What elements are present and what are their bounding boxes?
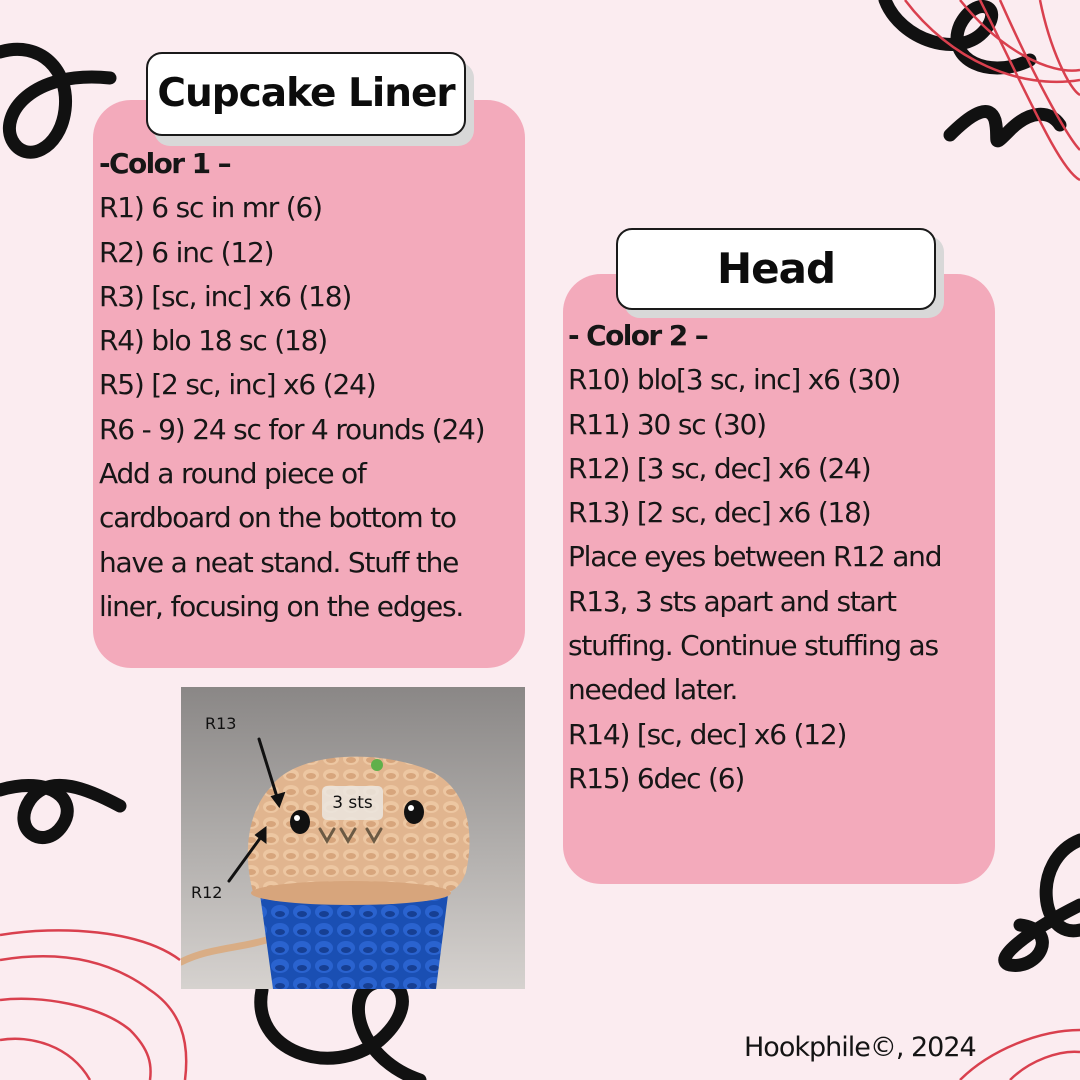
head-note-line-3: stuffing. Continue stuffing as bbox=[568, 629, 938, 663]
copyright-footer: Hookphile©, 2024 bbox=[744, 1032, 976, 1063]
head-color-heading: - Color 2 – bbox=[568, 319, 708, 352]
cupcake-liner-instructions bbox=[99, 142, 484, 629]
head-round-15: R15) 6dec (6) bbox=[568, 761, 745, 795]
head-round-14: R14) [sc, dec] x6 (12) bbox=[568, 717, 847, 751]
liner-round-3: R3) [sc, inc] x6 (18) bbox=[99, 279, 352, 313]
lines-top-right bbox=[905, 0, 1080, 180]
photo-label-3-sts: 3 sts bbox=[322, 786, 383, 820]
liner-note-line-2: cardboard on the bottom to bbox=[99, 501, 456, 535]
head-round-12: R12) [3 sc, dec] x6 (24) bbox=[568, 451, 871, 485]
head-note-line-4: needed later. bbox=[568, 673, 738, 707]
head-round-13: R13) [2 sc, dec] x6 (18) bbox=[568, 496, 871, 530]
liner-round-6-9: R6 - 9) 24 sc for 4 rounds (24) bbox=[99, 412, 485, 446]
liner-note-line-4: liner, focusing on the edges. bbox=[99, 589, 464, 623]
liner-color-heading: -Color 1 – bbox=[99, 147, 231, 180]
swirl-bottom-center bbox=[261, 981, 420, 1080]
liner-round-5: R5) [2 sc, inc] x6 (24) bbox=[99, 368, 376, 402]
photo-label-r13: R13 bbox=[205, 714, 237, 733]
liner-note-line-3: have a neat stand. Stuff the bbox=[99, 545, 459, 579]
head-instructions bbox=[568, 314, 941, 801]
head-round-11: R11) 30 sc (30) bbox=[568, 407, 766, 441]
liner-round-1: R1) 6 sc in mr (6) bbox=[99, 191, 322, 225]
photo-label-r12: R12 bbox=[191, 883, 223, 902]
swirl-bottom-right bbox=[1005, 840, 1080, 965]
swirl-left-middle bbox=[0, 785, 120, 837]
head-round-10: R10) blo[3 sc, inc] x6 (30) bbox=[568, 363, 901, 397]
liner-round-4: R4) blo 18 sc (18) bbox=[99, 324, 327, 358]
head-title: Head bbox=[616, 228, 936, 310]
cupcake-liner-title: Cupcake Liner bbox=[146, 52, 466, 136]
lines-bottom-left bbox=[0, 930, 186, 1080]
cupcake-photo bbox=[181, 687, 525, 989]
lines-bottom-right bbox=[960, 1030, 1080, 1080]
liner-round-2: R2) 6 inc (12) bbox=[99, 235, 274, 269]
liner-note-line-1: Add a round piece of bbox=[99, 457, 366, 491]
head-note-line-2: R13, 3 sts apart and start bbox=[568, 584, 896, 618]
head-note-line-1: Place eyes between R12 and bbox=[568, 540, 942, 574]
tan-head bbox=[248, 757, 470, 897]
